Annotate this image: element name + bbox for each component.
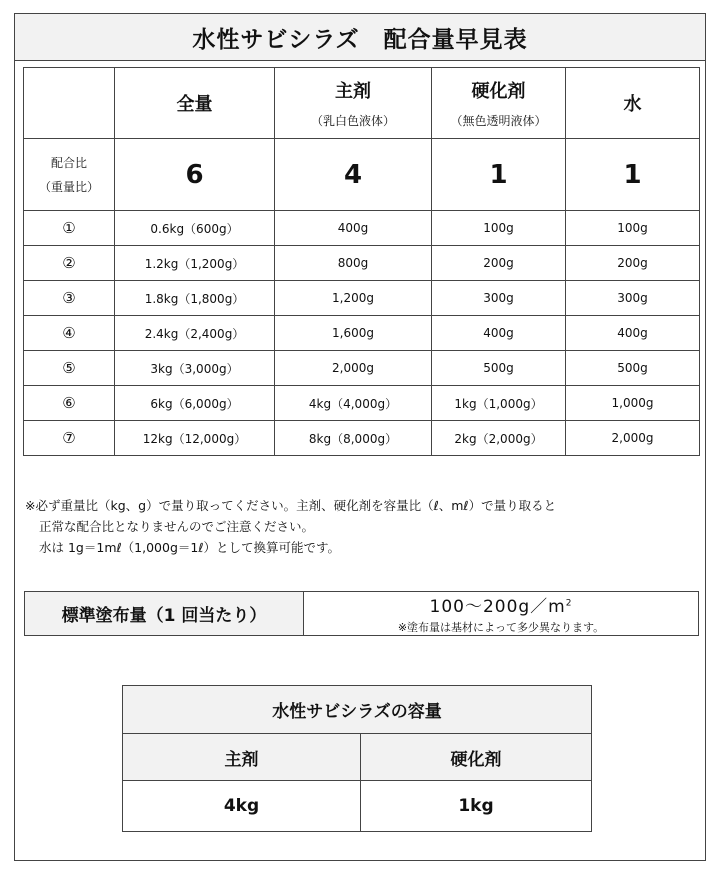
cell-main-agent: 8kg（8,000g）: [275, 421, 432, 456]
cell-water: 200g: [566, 246, 700, 281]
coverage-note: ※塗布量は基材によって多少異なります。: [397, 621, 605, 634]
corner-cell: [24, 68, 115, 139]
header-hardener-sub: （無色透明液体）: [450, 114, 547, 128]
capacity-title-row: [123, 686, 592, 734]
ratio-label-sub: （重量比）: [38, 179, 99, 194]
cell-main-agent: 4kg（4,000g）: [275, 386, 432, 421]
ratio-main-agent: 4: [275, 139, 432, 211]
note-line: 正常な配合比となりませんのでご注意ください。: [39, 519, 315, 534]
cell-main-agent: 2,000g: [275, 351, 432, 386]
page-title: 水性サビシラズ 配合量早見表: [15, 14, 705, 61]
header-main-agent: [275, 68, 432, 139]
cell-hardener: 1kg（1,000g）: [432, 386, 566, 421]
ratio-label: 配合比: [50, 155, 87, 170]
capacity-value-main-agent: 4kg: [123, 781, 361, 832]
coverage-label: 標準塗布量（1 回当たり）: [25, 592, 304, 635]
ratio-label-cell: [24, 139, 115, 211]
row-index: ③: [24, 281, 115, 316]
cell-total: 1.8kg（1,800g）: [115, 281, 275, 316]
cell-hardener: 200g: [432, 246, 566, 281]
cell-water: 400g: [566, 316, 700, 351]
header-total-label: 全量: [176, 94, 213, 115]
coverage-value-cell: [304, 592, 698, 635]
capacity-header-row: [123, 734, 592, 781]
capacity-header-main-agent: 主剤: [123, 734, 361, 781]
cell-total: 6kg（6,000g）: [115, 386, 275, 421]
table-row: [24, 316, 700, 351]
header-water-label: 水: [623, 94, 642, 115]
cell-hardener: 500g: [432, 351, 566, 386]
coverage-box: [24, 591, 699, 636]
coverage-unit-sup: 2: [565, 598, 573, 609]
table-row: [24, 351, 700, 386]
cell-main-agent: 800g: [275, 246, 432, 281]
row-index: ⑥: [24, 386, 115, 421]
header-main-agent-label: 主剤: [335, 81, 371, 102]
row-index: ①: [24, 211, 115, 246]
coverage-value-text: 100〜200g／m: [429, 597, 566, 617]
table-row: [24, 246, 700, 281]
cell-total: 2.4kg（2,400g）: [115, 316, 275, 351]
ratio-water: 1: [566, 139, 700, 211]
note-line: 水は 1g＝1mℓ（1,000g＝1ℓ）として換算可能です。: [39, 540, 340, 555]
header-water: [566, 68, 700, 139]
cell-total: 0.6kg（600g）: [115, 211, 275, 246]
notes: [25, 495, 556, 558]
note-line: ※必ず重量比（kg、g）で量り取ってください。主剤、硬化剤を容量比（ℓ、mℓ）で量り取ると: [25, 498, 557, 513]
capacity-table: [122, 685, 592, 832]
coverage-value: [430, 592, 573, 617]
ratio-hardener: 1: [432, 139, 566, 211]
capacity-value-hardener: 1kg: [361, 781, 592, 832]
cell-main-agent: 1,600g: [275, 316, 432, 351]
cell-total: 12kg（12,000g）: [115, 421, 275, 456]
row-index: ⑤: [24, 351, 115, 386]
cell-water: 100g: [566, 211, 700, 246]
table-row: [24, 421, 700, 456]
cell-main-agent: 400g: [275, 211, 432, 246]
capacity-header-hardener: 硬化剤: [361, 734, 592, 781]
row-index: ⑦: [24, 421, 115, 456]
cell-water: 500g: [566, 351, 700, 386]
table-row: [24, 211, 700, 246]
cell-water: 300g: [566, 281, 700, 316]
cell-hardener: 100g: [432, 211, 566, 246]
ratio-total: 6: [115, 139, 275, 211]
cell-hardener: 300g: [432, 281, 566, 316]
cell-hardener: 400g: [432, 316, 566, 351]
cell-total: 1.2kg（1,200g）: [115, 246, 275, 281]
capacity-title: 水性サビシラズの容量: [123, 686, 592, 734]
capacity-value-row: [123, 781, 592, 832]
cell-water: 2,000g: [566, 421, 700, 456]
ratio-row: [24, 139, 700, 211]
cell-main-agent: 1,200g: [275, 281, 432, 316]
mix-ratio-table: [23, 67, 700, 456]
header-hardener: [432, 68, 566, 139]
cell-water: 1,000g: [566, 386, 700, 421]
row-index: ④: [24, 316, 115, 351]
cell-hardener: 2kg（2,000g）: [432, 421, 566, 456]
header-main-agent-sub: （乳白色液体）: [310, 114, 395, 128]
row-index: ②: [24, 246, 115, 281]
chart-sheet: [14, 13, 706, 861]
cell-total: 3kg（3,000g）: [115, 351, 275, 386]
header-hardener-label: 硬化剤: [471, 81, 526, 102]
header-total: [115, 68, 275, 139]
table-row: [24, 386, 700, 421]
table-row: [24, 281, 700, 316]
table-header-row: [24, 68, 700, 139]
